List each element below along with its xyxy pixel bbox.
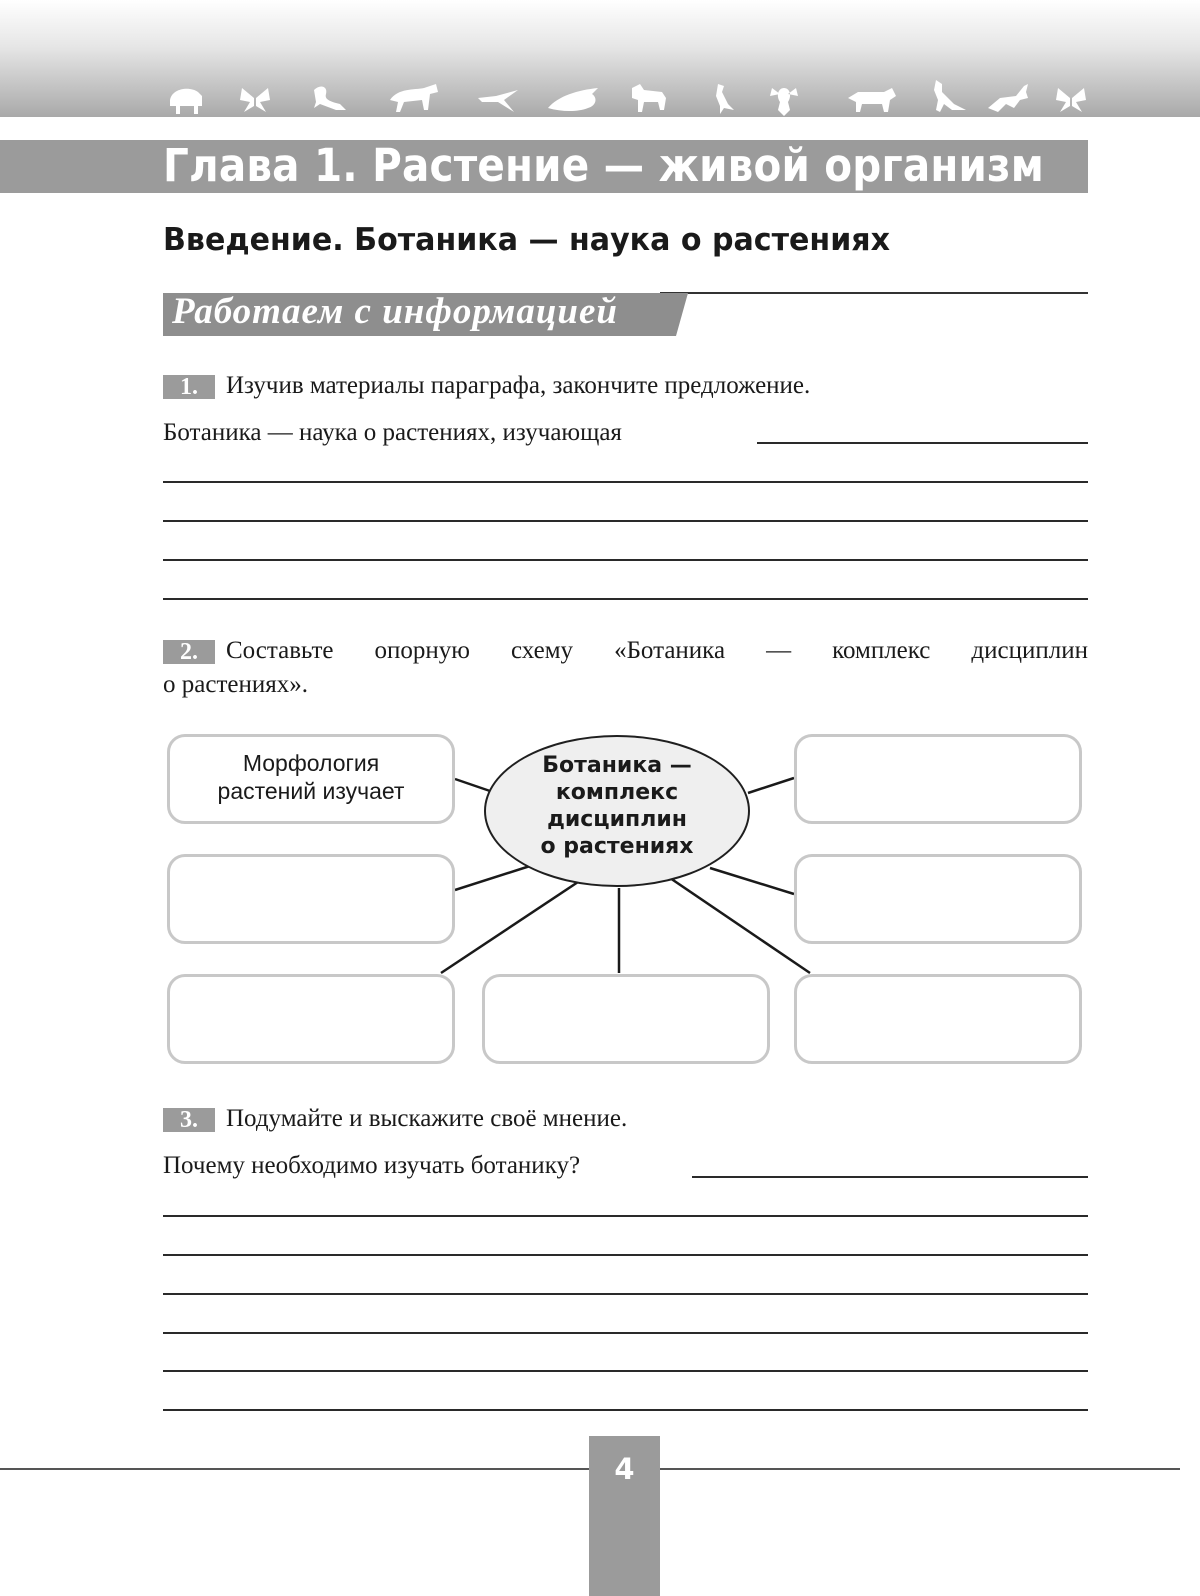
bull-icon (848, 88, 896, 112)
diagram-box-empty[interactable] (794, 854, 1082, 944)
answer-line[interactable] (163, 1370, 1088, 1372)
answer-line[interactable] (163, 1293, 1088, 1295)
horse-icon (390, 84, 438, 112)
morphology-box-text (170, 737, 452, 805)
info-banner-label: Работаем с информацией (172, 291, 618, 332)
page-number: 4 (614, 1452, 635, 1486)
bison-icon (170, 89, 202, 114)
task3-prompt: Подумайте и выскажите своё мнение. (226, 1105, 628, 1132)
chapter-title: Глава 1. Растение — живой организм (163, 139, 1045, 192)
connector-line (441, 882, 578, 973)
diagram-box-empty[interactable] (794, 734, 1082, 824)
diagram-box-empty[interactable] (482, 974, 770, 1064)
box-text-line: растений изучает (217, 778, 405, 804)
info-banner-rule (660, 292, 1088, 294)
section-title: Введение. Ботаника — наука о растениях (163, 222, 890, 258)
bee-icon (770, 88, 798, 116)
diagram-box-empty[interactable] (167, 854, 455, 944)
answer-line[interactable] (163, 1254, 1088, 1256)
diagram-box-morphology[interactable] (167, 734, 455, 824)
butterfly-icon (240, 88, 270, 112)
connector-line (710, 868, 794, 894)
task1-sentence: Ботаника — наука о растениях, изучающая (163, 419, 622, 446)
center-text-line: Ботаника — (542, 753, 692, 778)
task3-question: Почему необходимо изучать ботанику? (163, 1152, 581, 1179)
task2-prompt-line1 (163, 636, 1088, 666)
scorpion-icon (314, 87, 346, 110)
answer-line[interactable] (163, 520, 1088, 522)
connector-line (455, 866, 530, 890)
center-text-line: о растениях (540, 834, 694, 859)
connector-line (670, 878, 810, 973)
bird-icon (478, 90, 518, 112)
antelope-icon (988, 84, 1028, 112)
task2-prompt-line2: о растениях». (163, 671, 308, 698)
center-text-line: дисциплин (547, 807, 687, 832)
moose-icon (632, 84, 666, 112)
task1-prompt: Изучив материалы параграфа, закончите предложение. (226, 372, 811, 399)
butterfly-icon (1056, 88, 1086, 112)
dolphin-icon (548, 88, 598, 111)
diagram-box-empty[interactable] (794, 974, 1082, 1064)
center-text-line: комплекс (555, 780, 679, 805)
answer-line[interactable] (757, 442, 1088, 444)
animal-icons-row (160, 78, 1100, 118)
task-number-badge: 3. (163, 1108, 215, 1132)
connector-line (748, 778, 794, 793)
task2-prompt-text: Составьте опорную схему «Ботаника — комплекс дисциплин (226, 637, 1088, 664)
answer-line[interactable] (163, 1215, 1088, 1217)
answer-line[interactable] (163, 598, 1088, 600)
heron-icon (716, 84, 734, 114)
kangaroo-icon (934, 80, 966, 112)
answer-line[interactable] (163, 1332, 1088, 1334)
task-number-badge: 2. (163, 640, 215, 664)
answer-line[interactable] (692, 1176, 1088, 1178)
answer-line[interactable] (163, 559, 1088, 561)
answer-line[interactable] (163, 481, 1088, 483)
box-text-line: Морфология (242, 750, 380, 776)
task-number-badge: 1. (163, 375, 215, 399)
diagram-box-empty[interactable] (167, 974, 455, 1064)
answer-line[interactable] (163, 1409, 1088, 1411)
diagram-center-text (484, 752, 750, 860)
